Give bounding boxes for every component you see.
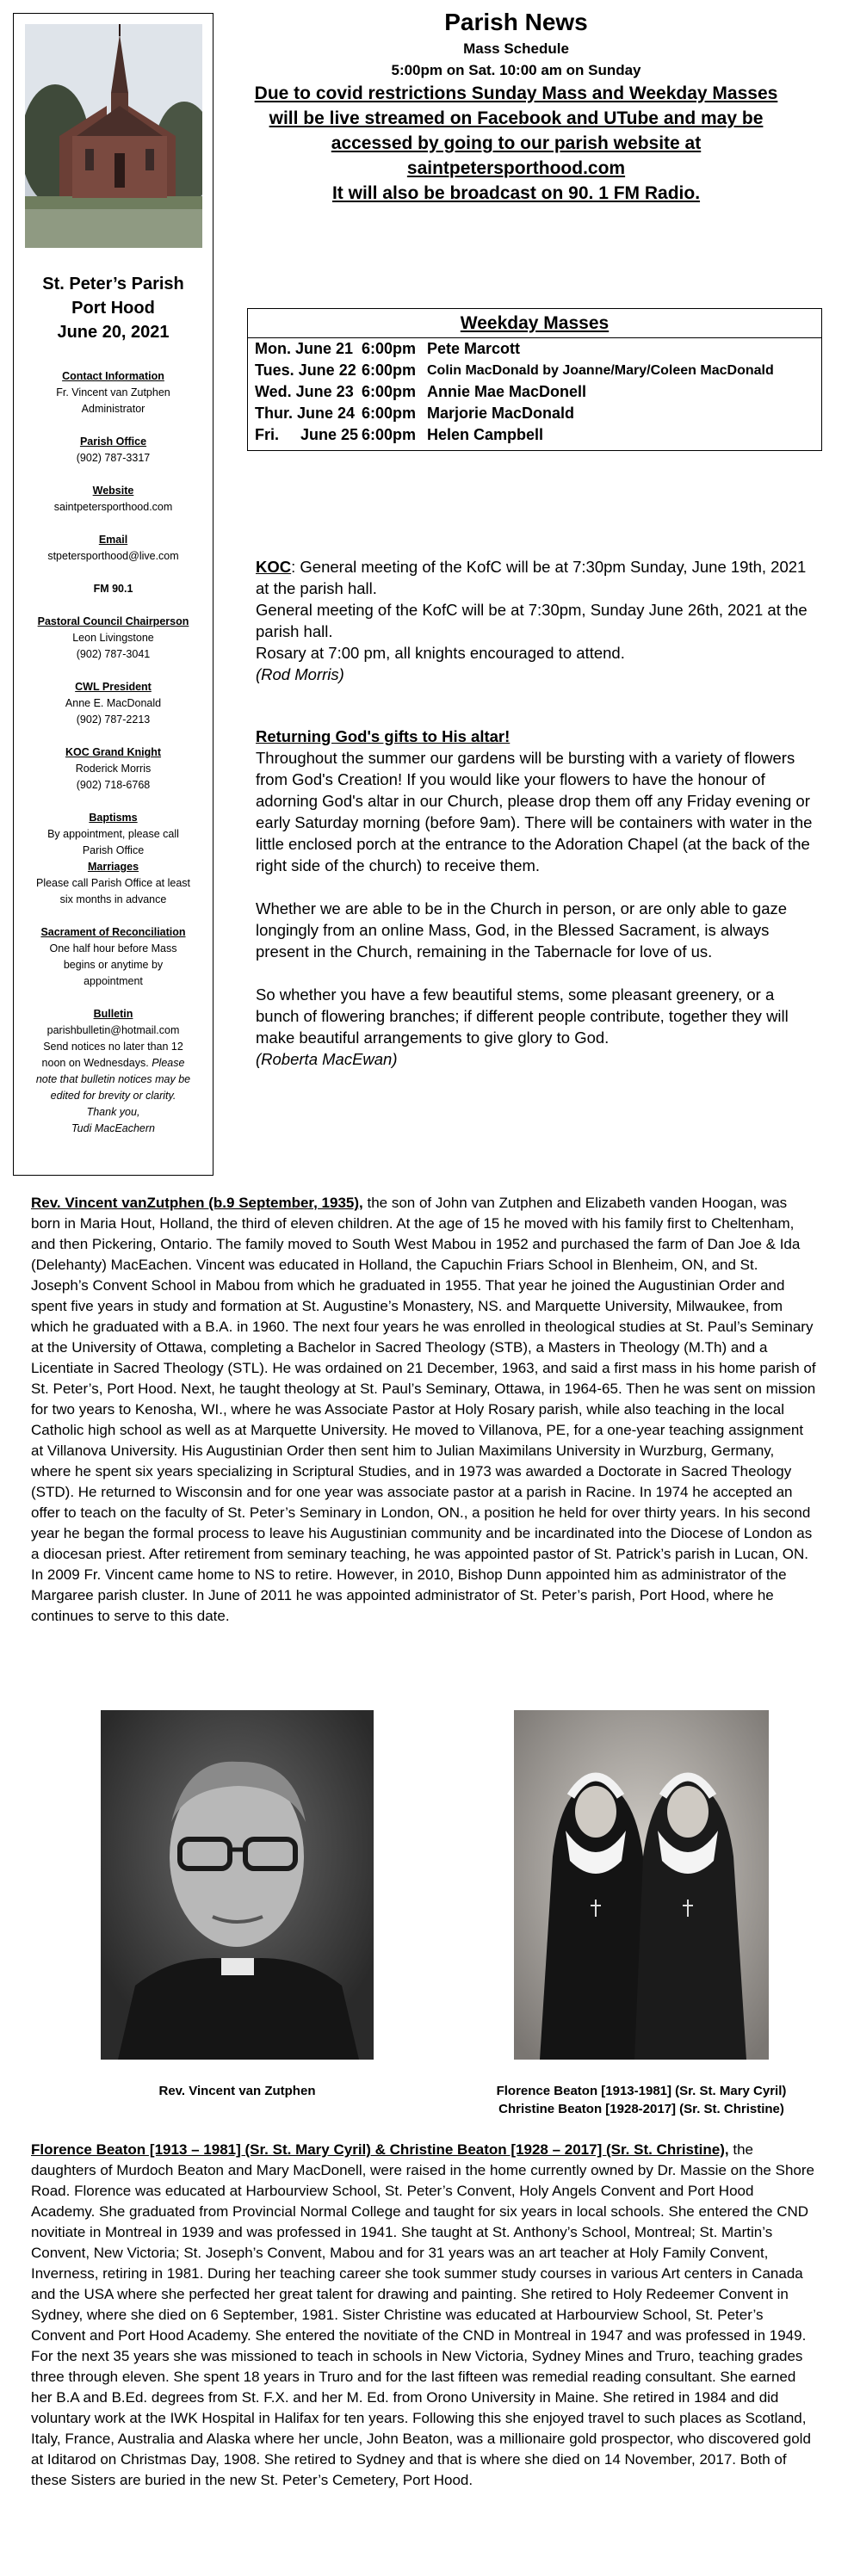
email-heading: Email [98,534,128,546]
altar-flowers-heading: Returning God's gifts to His altar! [256,727,511,745]
sisters-biography [31,2140,816,2491]
website-heading: Website [92,485,134,497]
covid-website-link[interactable]: saintpetersporthood.com [406,158,626,178]
cwl-name: Anne E. MacDonald [65,697,162,709]
mass-times: 5:00pm on Sat. 10:00 am on Sunday [391,62,641,78]
contact-role: Administrator [81,403,145,415]
biography-lead: Rev. Vincent vanZutphen (b.9 September, 1935), [31,1195,363,1211]
weekday-intention: Colin MacDonald by Joanne/Mary/Coleen MacDonald [427,363,774,378]
koc-heading: KOC Grand Knight [65,746,162,758]
bulletin-thanks: Thank you, [86,1106,140,1118]
news-title: Parish News [444,9,588,35]
altar-flowers-notice [256,726,820,1070]
koc-line-1: KOC: General meeting of the KofC will be at 7:30pm Sunday, June 19th, 2021 at the parish hall. [256,558,807,597]
weekday-day: Thur. June 24 [255,405,356,422]
sidebar [13,13,214,1176]
priest-photo-caption: Rev. Vincent van Zutphen [158,2084,316,2098]
reconciliation-heading: Sacrament of Reconciliation [40,926,186,938]
bulletin-date: June 20, 2021 [57,323,170,342]
weekday-masses-box [247,308,822,451]
sisters-text: the daughters of Murdoch Beaton and Mary MacDonell, were raised in the home currently owned by Dr. Massie on the Shore Road. Florence was educated at Harbourview School, St. Peter’s Convent, Holy Angels Convent and Port Hood Academy. She graduated from Provincial Normal College and taught for six years in local schools. She entered the CND novitiate in Montreal in 1939 and was professed in 1941. She taught at St. Anthony’s School, Montreal; St. Martin’s Convent, New Victoria; St. Joseph’s Convent, Mabou and for 31 years was an art teacher at Holy Family Convent, Inverness, retiring in 1981. During her teaching career she took summer study courses in various Art centers in Canada and the USA where she perfected her great talent for drawing and painting. She retired to Holy Redeemer Convent in Sydney, where she died on 6 September, 1981. Sister Christine was educated at Harbourview School, St. Peter’s Convent and Port Hood Academy. She entered the novitiate of the CND in Montreal in 1947 and was professed in 1949. For the next 35 years she was missioned to teach in schools in New Victoria, Sydney Mines and Truro, teaching grades three through eleven. She spent 18 years in Truro and for the last fifteen was remedial reading consultant. She earned her B.A and B.Ed. degrees from St. F.X. and her M. Ed. from Orono University in Maine. She retired in 1984 and did voluntary work at the IWK Hospital in Halifax for ten years. Following this she enjoyed travel to such places as Scotland, Italy, France, Australia and Alaska where her uncle, John Beaton, was a millionaire gold prospector, who discovered gold at Iditarod on Christmas Day, 1908. She retired to Sydney and that is where she died on 14 November, 2017. Both of these Sisters are buried in the new St. Peter’s Cemetery, Port Hood. [31,2141,814,2488]
sisters-portrait [514,1710,769,2060]
weekday-time: 6:00pm [362,340,417,357]
contact-name: Fr. Vincent van Zutphen [56,386,170,398]
altar-flowers-signature: (Roberta MacEwan) [256,1050,398,1068]
baptisms-text-1: By appointment, please call [47,828,179,840]
weekday-time: 6:00pm [362,426,417,443]
marriages-heading: Marriages [87,861,139,873]
bulletin-text-2: noon on Wednesdays. Please [41,1057,185,1069]
marriages-text-1: Please call Parish Office at least [35,877,191,889]
weekday-row [248,424,821,446]
weekday-day: Fri. June 25 [255,426,359,443]
covid-line-1: Due to covid restrictions Sunday Mass and Weekday Masses [254,83,778,103]
covid-line-2: will be live streamed on Facebook and UTube and may be [269,108,764,128]
bulletin-text-3: note that bulletin notices may be [35,1073,191,1085]
mass-schedule-label: Mass Schedule [463,40,569,57]
altar-flowers-para-3: So whether you have a few beautiful stems, some pleasant greenery, or a bunch of flowering branches; if different people contribute, together they will make beautiful arrangements to give glory to God. [256,985,789,1047]
cwl-phone: (902) 787-2213 [76,713,151,726]
website-link[interactable]: saintpetersporthood.com [53,501,173,513]
office-phone: (902) 787-3317 [76,452,151,464]
biography-text: the son of John van Zutphen and Elizabeth vanden Hoogan, was born in Maria Hout, Holland, the third of eleven children. At the age of 15 he moved with his family first to Cheltenham, and then Pickering, Ontario. The family moved to South West Mabou in 1952 and purchased the farm of Dan Joe & Ida (Delehanty) MacEachen. Vincent was educated in Holland, the Capuchin Friars School in Blenheim, ON, and St. Joseph’s Convent School in Mabou from which he graduated in 1955. That year he joined the Augustinian Order and spent five years in study and formation at St. Augustine’s Monastery, NS. and Marquette University, Milwaukee, from which he graduated with a B.A. in 1960. The next four years he was enrolled in theological studies at St. Paul’s Seminary at the University of Ottawa, completing a Bachelor in Sacred Theology (STB), a Masters in Theology (M.Th) and a Licentiate in Sacred Theology (STL). He was ordained on 21 December, 1963, and said a first mass in his home parish of St. Peter’s, Port Hood. Next, he taught theology at St. Paul’s Seminary, Ottawa, in 1964-65. Then he was sent on mission for two years to Kenosha, WI., where he was Associate Pastor at Holy Rosary parish, while also teaching in the local Catholic high school as well as at Marquette University. He moved to Villanova, PE, for a one-year teaching assignment at Villanova University. His Augustinian Order then sent him to Julian Maximilans University in Wurzburg, Germany, where he spent six years specializing in Scriptural Studies, and in 1973 was awarded a Doctorate in Sacred Theology (STD). He returned to Wisconsin and for one year was associate pastor at a parish in Racine. In 1974 he accepted an offer to teach on the faculty of St. Peter’s Seminary in London, ON., a position he held for over thirty years. In his second year he began the formal process to leave his Augustinian community and be incardinated into the Diocese of London as a diocesan priest. After retirement from seminary teaching, he was appointed pastor of St. Patrick’s parish in Lucan, ON. In 2009 Fr. Vincent came home to NS to retire. However, in 2010, Bishop Dunn appointed him as administrator of the Margaree parish cluster. In June of 2011 he was appointed administrator of St. Peter’s parish, Port Hood, where he continues to serve to this date. [31,1195,816,1624]
reconciliation-text-1: One half hour before Mass [49,942,177,954]
marriages-text-2: six months in advance [59,893,167,905]
priest-portrait [101,1710,374,2060]
altar-flowers-para-2: Whether we are able to be in the Church in person, or are only able to gaze longingly from an online Mass, God, in the Blessed Sacrament, is always present in the Church, remaining in the Tabernacle for love of us. [256,899,788,961]
koc-phone: (902) 718-6768 [76,779,151,791]
parish-location: Port Hood [71,299,155,318]
weekday-day: Tues. June 22 [255,361,356,379]
office-heading: Parish Office [79,436,147,448]
weekday-intention: Annie Mae MacDonell [427,383,587,400]
covid-line-5: It will also be broadcast on 90. 1 FM Radio. [331,183,701,203]
bulletin-text-1: Send notices no later than 12 [43,1041,183,1053]
reconciliation-text-3: appointment [84,975,143,987]
church-photo [25,24,202,248]
priest-biography [31,1193,816,1627]
parish-news-header [234,7,798,206]
weekday-masses-heading: Weekday Masses [248,309,821,338]
altar-flowers-para-1: Throughout the summer our gardens will be bursting with a variety of flowers from God's Creation! If you would like your flowers to have the honour of adorning God's altar in our Church, please drop them off any Friday evening or early Saturday morning (before 9am). There will be containers with water in the little enclosed porch at the entrance to the Adoration Chapel (at the back of the right side of the church) to receive them. [256,749,813,874]
weekday-time: 6:00pm [362,405,417,422]
council-heading: Pastoral Council Chairperson [37,615,189,627]
bulletin-text-4: edited for brevity or clarity. [50,1090,176,1102]
weekday-row [248,403,821,424]
weekday-intention: Helen Campbell [427,426,544,443]
fm-station: FM 90.1 [93,583,133,595]
bulletin-email[interactable]: parishbulletin@hotmail.com [46,1024,180,1036]
reconciliation-text-2: begins or anytime by [63,959,164,971]
weekday-time: 6:00pm [362,383,417,400]
weekday-row [248,338,821,360]
weekday-row [248,381,821,403]
covid-line-3: accessed by going to our parish website at [331,133,702,153]
weekday-day: Wed. June 23 [255,383,354,400]
council-name: Leon Livingstone [72,632,154,644]
council-phone: (902) 787-3041 [76,648,151,660]
weekday-intention: Marjorie MacDonald [427,405,575,422]
baptisms-text-2: Parish Office [82,844,145,856]
sisters-lead: Florence Beaton [1913 – 1981] (Sr. St. Mary Cyril) & Christine Beaton [1928 – 2017] (Sr. St. Christine), [31,2141,729,2158]
bulletin-signature: Tudi MacEachern [71,1122,156,1134]
cwl-heading: CWL President [75,681,152,693]
koc-label: KOC [256,558,292,576]
email-link[interactable]: stpetersporthood@live.com [47,550,179,562]
koc-name: Roderick Morris [75,763,152,775]
parish-name: St. Peter’s Parish [42,275,184,293]
weekday-row [248,360,821,381]
koc-line-3: Rosary at 7:00 pm, all knights encouraged to attend. [256,644,625,662]
weekday-time: 6:00pm [362,361,417,379]
sisters-photo-caption: Florence Beaton [1913-1981] (Sr. St. Mary Cyril) Christine Beaton [1928-2017] (Sr. St. Christine) [496,2084,787,2116]
baptisms-heading: Baptisms [89,812,138,824]
koc-signature: (Rod Morris) [256,665,344,683]
contact-heading: Contact Information [62,370,164,382]
bulletin-heading: Bulletin [93,1008,133,1020]
koc-notice [256,556,820,685]
koc-line-2: General meeting of the KofC will be at 7:30pm, Sunday June 26th, 2021 at the parish hall. [256,601,808,640]
weekday-intention: Pete Marcott [427,340,521,357]
weekday-day: Mon. June 21 [255,340,354,357]
